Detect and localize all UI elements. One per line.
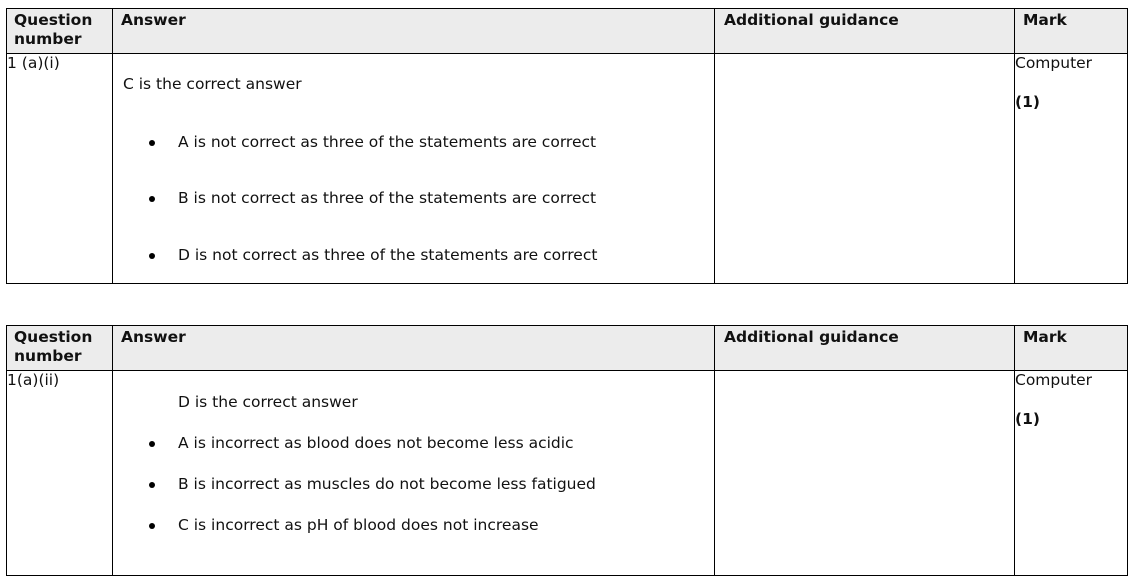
mark-cell — [1015, 54, 1128, 284]
bullet-icon — [149, 253, 155, 259]
mark-value: (1) — [1015, 410, 1040, 428]
mark-header: Mark — [1015, 9, 1128, 54]
additional-guidance-cell — [715, 371, 1015, 576]
mark-type: Computer — [1015, 54, 1093, 72]
table-row — [7, 54, 1128, 284]
answer-cell — [113, 371, 715, 576]
bullet-icon — [149, 482, 155, 488]
distractor-explanation: D is not correct as three of the statements are correct — [178, 246, 598, 264]
table-header-row — [7, 326, 1128, 371]
distractor-explanation: B is not correct as three of the statements are correct — [178, 189, 597, 207]
mark-scheme-table-1a-i — [6, 8, 1128, 284]
table-header-row — [7, 9, 1128, 54]
mark-header: Mark — [1015, 326, 1128, 371]
answer-cell — [113, 54, 715, 284]
distractor-explanation: A is not correct as three of the statements are correct — [178, 133, 597, 151]
distractor-explanation: C is incorrect as pH of blood does not increase — [178, 516, 539, 534]
mark-scheme-table-1a-ii — [6, 325, 1128, 576]
mark-value: (1) — [1015, 93, 1040, 111]
additional-guidance-cell — [715, 54, 1015, 284]
mark-type: Computer — [1015, 371, 1093, 389]
distractor-explanation: B is incorrect as muscles do not become less fatigued — [178, 475, 596, 493]
mark-cell — [1015, 371, 1128, 576]
bullet-icon — [149, 140, 155, 146]
bullet-icon — [149, 441, 155, 447]
table-row — [7, 371, 1128, 576]
additional-guidance-header: Additional guidance — [715, 9, 1015, 54]
correct-answer: C is the correct answer — [123, 75, 302, 93]
answer-header: Answer — [113, 9, 715, 54]
question-number-header: Question number — [7, 326, 113, 371]
question-number: 1 (a)(i) — [7, 54, 113, 284]
question-number-header: Question number — [7, 9, 113, 54]
additional-guidance-header: Additional guidance — [715, 326, 1015, 371]
bullet-icon — [149, 523, 155, 529]
answer-header: Answer — [113, 326, 715, 371]
bullet-icon — [149, 196, 155, 202]
question-number: 1(a)(ii) — [7, 371, 113, 576]
correct-answer: D is the correct answer — [178, 393, 358, 411]
distractor-explanation: A is incorrect as blood does not become less acidic — [178, 434, 574, 452]
